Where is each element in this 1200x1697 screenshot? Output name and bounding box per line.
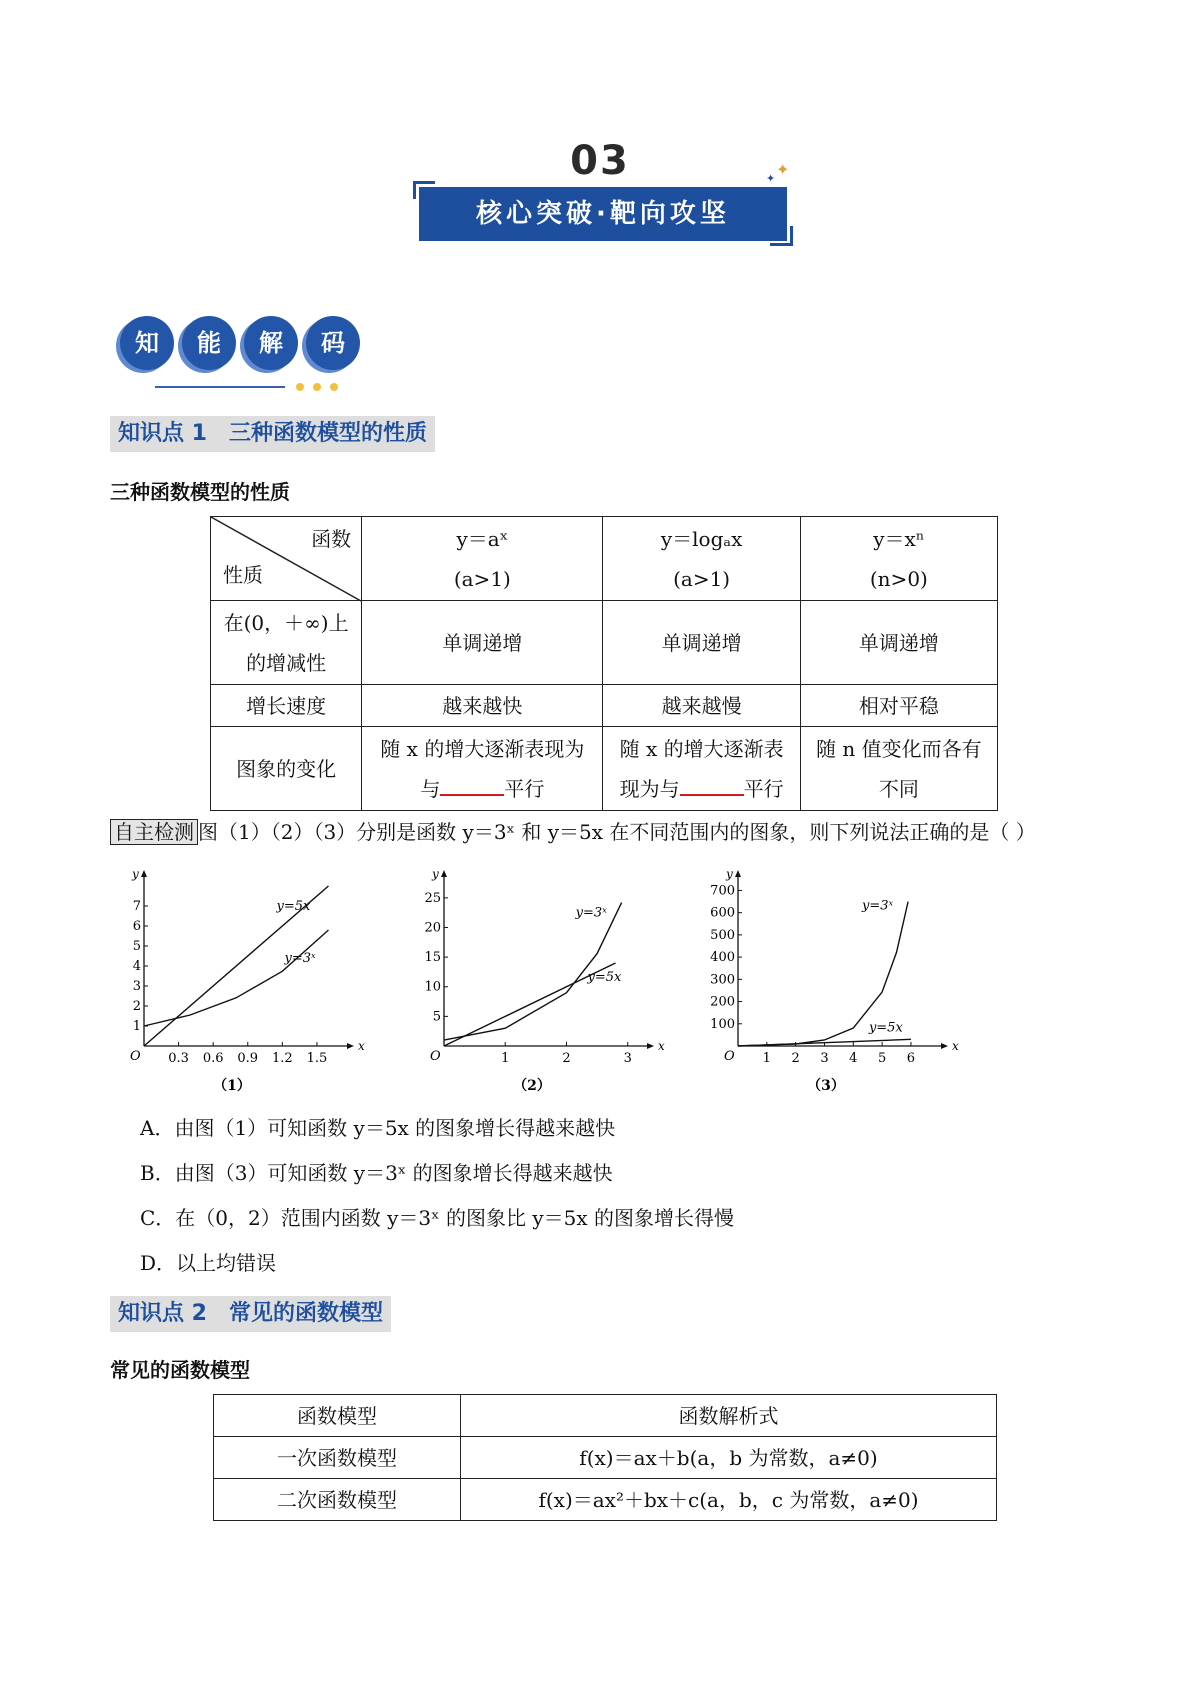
series-label: y=3ˣ bbox=[284, 951, 316, 966]
y-tick-label: 5 bbox=[132, 939, 141, 954]
y-axis-label: y bbox=[432, 867, 439, 881]
chart-3 bbox=[710, 867, 959, 1100]
cell-pre: 与 bbox=[420, 776, 441, 801]
x-tick-label: 0.3 bbox=[168, 1051, 189, 1066]
table-cell: 单调递增 bbox=[800, 601, 997, 685]
sparkle-icon: ✦ bbox=[776, 160, 790, 179]
table-cell bbox=[362, 727, 603, 811]
dot-2 bbox=[313, 383, 321, 391]
table-cell: 二次函数模型 bbox=[214, 1479, 461, 1521]
x-tick-label: 1.5 bbox=[306, 1051, 328, 1066]
table-cell: f(x)＝ax²＋bx＋c(a，b，c 为常数，a≠0) bbox=[461, 1479, 997, 1521]
cell-line1: 随 x 的增大逐渐表现为 bbox=[380, 736, 585, 761]
y-tick-label: 700 bbox=[710, 883, 735, 899]
series-label: y=3ˣ bbox=[575, 905, 607, 921]
answer-blank bbox=[680, 772, 744, 796]
badge-jie: 解 bbox=[244, 316, 298, 370]
section-banner-title: 核心突破·靶向攻坚 bbox=[419, 187, 787, 241]
kp1-subtitle: 三种函数模型的性质 bbox=[110, 480, 290, 504]
chart-2 bbox=[418, 867, 665, 1100]
kp2-subtitle: 常见的函数模型 bbox=[110, 1358, 250, 1382]
col-header-log bbox=[603, 517, 800, 601]
cell-post: 平行 bbox=[743, 776, 784, 801]
option-c: C．在（0，2）范围内函数 y＝3ˣ 的图象比 y＝5x 的图象增长得慢 bbox=[140, 1206, 734, 1230]
x-axis-arrow bbox=[647, 1043, 654, 1049]
corner-top-label: 函数 bbox=[311, 527, 352, 551]
cell-line2: 不同 bbox=[878, 776, 919, 801]
table-cell bbox=[603, 727, 800, 811]
x-axis-arrow bbox=[347, 1043, 354, 1049]
kp1-label: 知识点 1 bbox=[118, 421, 207, 446]
table-cell: f(x)＝ax＋b(a，b 为常数，a≠0) bbox=[461, 1437, 997, 1479]
self-check-question bbox=[110, 816, 1036, 845]
table-cell: 越来越快 bbox=[362, 685, 603, 727]
col-header-pow bbox=[800, 517, 997, 601]
y-tick-label: 300 bbox=[710, 972, 735, 988]
x-axis-label: x bbox=[952, 1039, 959, 1053]
table-cell: 单调递增 bbox=[603, 601, 800, 685]
x-tick-label: 1 bbox=[762, 1051, 771, 1066]
label-line2: 的增减性 bbox=[246, 650, 327, 675]
origin-label: O bbox=[430, 1049, 441, 1064]
banner-corner-br-v bbox=[790, 226, 793, 246]
y-tick-label: 6 bbox=[132, 919, 141, 934]
y-tick-label: 20 bbox=[424, 920, 441, 936]
row-label-graph-change: 图象的变化 bbox=[211, 727, 362, 811]
series-label: y=5x bbox=[276, 899, 311, 914]
x-tick-label: 5 bbox=[877, 1051, 887, 1066]
table-cell: 相对平稳 bbox=[800, 685, 997, 727]
dot-1 bbox=[296, 383, 304, 391]
cell-post: 平行 bbox=[504, 776, 545, 801]
table-cell: 一次函数模型 bbox=[214, 1437, 461, 1479]
x-tick-label: 2 bbox=[562, 1051, 571, 1066]
col-header-exp bbox=[362, 517, 603, 601]
formula-exp: y＝aˣ bbox=[456, 526, 509, 551]
y-tick-label: 600 bbox=[710, 905, 735, 921]
answer-blank bbox=[440, 772, 504, 796]
y-tick-label: 4 bbox=[132, 959, 141, 974]
diagonal-header-cell bbox=[211, 517, 362, 601]
x-axis-label: x bbox=[658, 1039, 665, 1053]
y-axis-arrow bbox=[441, 870, 447, 877]
kp2-label: 知识点 2 bbox=[118, 1301, 207, 1326]
dot-3 bbox=[330, 383, 338, 391]
origin-label: O bbox=[130, 1049, 141, 1064]
row-label-monotonicity bbox=[211, 601, 362, 685]
y-tick-label: 400 bbox=[710, 950, 735, 966]
x-tick-label: 3 bbox=[623, 1051, 632, 1066]
corner-bottom-label: 性质 bbox=[223, 563, 263, 587]
knowledge-point-1-heading bbox=[110, 416, 435, 452]
chart-caption: （1） bbox=[213, 1078, 251, 1094]
badge-zhi: 知 bbox=[120, 316, 174, 370]
question-text: 图（1）（2）（3）分别是函数 y＝3ˣ 和 y＝5x 在不同范围内的图象，则下列说法正确的是（ ） bbox=[198, 820, 1036, 844]
option-a: A．由图（1）可知函数 y＝5x 的图象增长得越来越快 bbox=[140, 1116, 616, 1140]
table-cell: 越来越慢 bbox=[603, 685, 800, 727]
kp2-title: 常见的函数模型 bbox=[228, 1301, 383, 1326]
cell-line1: 随 x 的增大逐渐表 bbox=[619, 736, 784, 761]
formula-log: y＝logₐx bbox=[660, 526, 743, 551]
series-label: y=3ˣ bbox=[862, 898, 894, 914]
y-tick-label: 1 bbox=[132, 1019, 141, 1034]
series-label: y=5x bbox=[587, 970, 622, 986]
y-tick-label: 7 bbox=[132, 899, 141, 914]
badge-ma: 码 bbox=[306, 316, 360, 370]
section-number: 03 bbox=[570, 138, 630, 184]
badge-underline bbox=[155, 386, 285, 388]
option-d: D．以上均错误 bbox=[140, 1251, 277, 1275]
y-axis-arrow bbox=[141, 870, 147, 877]
y-axis-label: y bbox=[132, 867, 139, 881]
kp1-title: 三种函数模型的性质 bbox=[228, 421, 427, 446]
formula-pow: y＝xⁿ bbox=[873, 526, 925, 551]
x-tick-label: 6 bbox=[906, 1051, 916, 1066]
x-tick-label: 1 bbox=[501, 1051, 510, 1066]
cond-exp: (a>1) bbox=[453, 566, 511, 591]
chart-caption: （2） bbox=[513, 1078, 551, 1094]
y-tick-label: 15 bbox=[424, 950, 441, 966]
knowledge-point-2-heading bbox=[110, 1296, 391, 1332]
x-tick-label: 0.6 bbox=[202, 1051, 224, 1066]
y-axis-label: y bbox=[726, 867, 733, 881]
y-tick-label: 2 bbox=[132, 999, 141, 1014]
y-tick-label: 3 bbox=[132, 979, 141, 994]
models-table bbox=[213, 1394, 997, 1521]
header-model: 函数模型 bbox=[214, 1395, 461, 1437]
sparkle-small-icon: ✦ bbox=[766, 172, 776, 185]
y-tick-label: 200 bbox=[710, 994, 735, 1010]
banner-corner-tl-v bbox=[413, 181, 416, 199]
origin-label: O bbox=[724, 1049, 735, 1064]
series-line bbox=[144, 930, 329, 1026]
x-axis-arrow bbox=[941, 1043, 948, 1049]
y-tick-label: 25 bbox=[424, 890, 441, 906]
x-axis-label: x bbox=[358, 1039, 365, 1053]
table-cell: 单调递增 bbox=[362, 601, 603, 685]
x-tick-label: 2 bbox=[791, 1051, 800, 1066]
y-tick-label: 500 bbox=[710, 927, 735, 943]
header-formula: 函数解析式 bbox=[461, 1395, 997, 1437]
properties-table bbox=[210, 516, 998, 811]
x-tick-label: 4 bbox=[849, 1051, 858, 1066]
banner-corner-tl bbox=[413, 181, 435, 184]
cell-pre: 现为与 bbox=[619, 776, 680, 801]
label-line1: 在(0，＋∞)上 bbox=[223, 610, 349, 635]
x-tick-label: 1.2 bbox=[272, 1051, 293, 1066]
chart-1 bbox=[118, 867, 365, 1100]
y-tick-label: 5 bbox=[432, 1009, 441, 1025]
cond-pow: (n>0) bbox=[869, 566, 928, 591]
cell-line1: 随 n 值变化而各有 bbox=[816, 736, 982, 761]
cond-log: (a>1) bbox=[673, 566, 731, 591]
y-tick-label: 100 bbox=[710, 1016, 735, 1032]
row-label-speed: 增长速度 bbox=[211, 685, 362, 727]
x-tick-label: 3 bbox=[820, 1051, 829, 1066]
y-tick-label: 10 bbox=[424, 979, 441, 995]
x-tick-label: 0.9 bbox=[237, 1051, 259, 1066]
option-b: B．由图（3）可知函数 y＝3ˣ 的图象增长得越来越快 bbox=[140, 1161, 613, 1185]
series-label: y=5x bbox=[868, 1020, 903, 1036]
table-cell bbox=[800, 727, 997, 811]
y-axis-arrow bbox=[735, 870, 741, 877]
badge-neng: 能 bbox=[182, 316, 236, 370]
self-check-tag: 自主检测 bbox=[110, 819, 198, 845]
chart-caption: （3） bbox=[807, 1078, 845, 1094]
